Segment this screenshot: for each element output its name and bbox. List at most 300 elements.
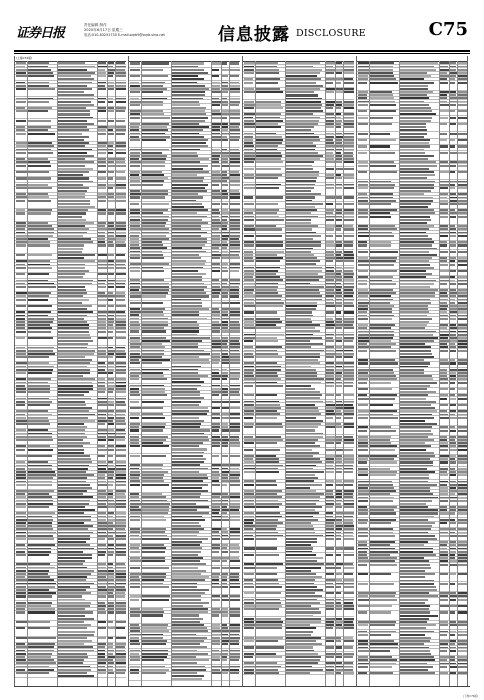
table-cell [256, 305, 283, 307]
table-cell [222, 407, 229, 409]
table-cell [358, 139, 367, 141]
table-cell [222, 614, 228, 616]
table-cell [256, 506, 279, 508]
table-column-2 [128, 56, 240, 686]
table-cell [116, 101, 126, 103]
table-cell [142, 407, 163, 409]
table-cell [130, 104, 140, 106]
table-cell [172, 567, 198, 569]
table-cell [108, 621, 113, 623]
table-cell [400, 155, 434, 157]
table-cell [142, 378, 167, 380]
table-cell [440, 152, 448, 154]
table-cell [458, 123, 467, 125]
table-cell [400, 244, 432, 246]
table-cell [212, 599, 220, 601]
table-cell [222, 567, 229, 569]
disclosure-table [14, 56, 470, 686]
table-cell [256, 442, 277, 444]
table-cell [336, 592, 341, 594]
table-cell [286, 260, 320, 262]
table-cell [358, 203, 369, 205]
table-cell [450, 117, 456, 119]
table-cell [172, 429, 210, 431]
table-cell [400, 133, 427, 135]
table-cell [358, 382, 367, 384]
table-row [357, 582, 467, 592]
table-cell [458, 461, 467, 463]
table-cell [142, 62, 169, 64]
table-cell [244, 305, 255, 307]
table-cell [400, 362, 430, 364]
table-row [15, 611, 126, 621]
table-cell [336, 627, 343, 629]
table-cell [222, 75, 228, 77]
table-cell [212, 614, 219, 616]
table-cell [440, 417, 449, 419]
table-cell [358, 512, 368, 514]
table-cell [400, 350, 431, 352]
table-cell [28, 75, 54, 77]
table-cell [370, 398, 395, 400]
table-cell [130, 302, 141, 304]
table-cell [98, 299, 107, 301]
table-cell [358, 264, 369, 266]
table-cell [116, 200, 126, 202]
table-cell [244, 340, 253, 342]
table-cell [400, 672, 435, 674]
table-cell [336, 327, 342, 329]
table-cell [142, 538, 169, 540]
table-cell [370, 235, 394, 237]
table-cell [336, 608, 342, 610]
table-cell [230, 519, 240, 521]
table-cell [142, 295, 166, 297]
table-cell [256, 394, 277, 396]
table-cell [344, 72, 354, 74]
table-cell [16, 621, 27, 623]
table-cell [130, 330, 139, 332]
table-row [129, 585, 240, 595]
table-cell [344, 538, 354, 540]
table-row [243, 186, 354, 196]
table-cell [400, 145, 430, 147]
table-cell [440, 583, 448, 585]
table-cell [336, 672, 341, 674]
table-cell [222, 330, 229, 332]
table-cell [230, 270, 239, 272]
table-cell [230, 257, 240, 259]
table-row [15, 244, 126, 254]
table-cell [212, 270, 220, 272]
table-cell [256, 426, 283, 428]
table-cell [370, 203, 391, 205]
table-cell [230, 643, 239, 645]
table-cell [16, 331, 26, 333]
table-cell [286, 506, 322, 508]
table-cell [458, 500, 467, 502]
table-cell [370, 82, 398, 84]
table-cell [336, 567, 341, 569]
table-cell [400, 264, 430, 266]
table-cell [58, 404, 86, 406]
table-cell [400, 576, 425, 578]
table-cell [16, 554, 26, 556]
table-cell [400, 615, 438, 617]
table-cell [16, 101, 26, 103]
table-cell [326, 126, 334, 128]
table-cell [142, 560, 165, 562]
table-cell [440, 139, 447, 141]
table-cell [336, 196, 342, 198]
table-cell [336, 656, 342, 658]
table-cell [370, 283, 396, 285]
table-cell [336, 305, 342, 307]
table-cell [450, 398, 456, 400]
table-cell [172, 445, 199, 447]
table-cell [130, 659, 140, 661]
table-cell [58, 299, 89, 301]
table-cell [172, 69, 204, 71]
table-cell [108, 672, 114, 674]
table-cell [336, 203, 342, 205]
table-cell [142, 257, 164, 259]
table-cell [440, 123, 447, 125]
table-cell [244, 646, 254, 648]
masthead [14, 19, 470, 51]
table-cell [458, 203, 467, 205]
table-cell [336, 260, 343, 262]
table-cell [458, 318, 467, 320]
table-cell [336, 547, 343, 549]
table-cell [244, 82, 253, 84]
table-cell [172, 330, 199, 332]
table-cell [370, 187, 394, 189]
table-cell [130, 586, 140, 588]
table-cell [108, 254, 114, 256]
table-cell [212, 91, 221, 93]
table-cell [344, 646, 353, 648]
table-cell [142, 586, 169, 588]
table-cell [326, 426, 335, 428]
table-cell [256, 327, 281, 329]
table-cell [458, 244, 467, 246]
table-cell [142, 203, 169, 205]
table-cell [286, 586, 317, 588]
table-cell [98, 449, 107, 451]
table-cell [450, 203, 457, 205]
table-row [243, 608, 354, 618]
table-cell [400, 611, 430, 613]
table-cell [286, 196, 315, 198]
table-cell [108, 273, 114, 275]
table-cell [222, 62, 227, 64]
table-cell [336, 244, 342, 246]
table-cell [98, 212, 106, 214]
table-cell [172, 75, 198, 77]
table-cell [116, 554, 126, 556]
table-cell [142, 394, 167, 396]
table-cell [286, 471, 324, 473]
table-cell [244, 417, 253, 419]
table-cell [358, 123, 368, 125]
table-cell [344, 506, 354, 508]
table-cell [116, 133, 125, 135]
table-cell [440, 500, 448, 502]
table-cell [98, 120, 106, 122]
table-cell [344, 484, 353, 486]
table-cell [98, 273, 107, 275]
table-cell [326, 203, 333, 205]
table-cell [326, 573, 334, 575]
table-cell [28, 611, 55, 613]
table-cell [58, 254, 95, 256]
table-cell [58, 557, 92, 559]
table-cell [230, 455, 240, 457]
table-cell [244, 394, 254, 396]
table-cell [400, 634, 425, 636]
table-cell [440, 522, 447, 524]
column-body [129, 62, 240, 681]
table-cell [58, 675, 94, 677]
table-row [15, 132, 126, 142]
table-cell [58, 75, 91, 77]
table-cell [286, 429, 315, 431]
table-cell [336, 646, 342, 648]
table-cell [16, 212, 25, 214]
table-cell [286, 126, 314, 128]
table-cell [370, 611, 391, 613]
table-cell [98, 75, 106, 77]
table-cell [440, 573, 448, 575]
table-cell [58, 439, 83, 441]
table-cell [16, 120, 26, 122]
table-cell [358, 145, 367, 147]
table-cell [16, 305, 26, 307]
table-cell [458, 104, 467, 106]
table-cell [142, 196, 165, 198]
table-cell [440, 398, 447, 400]
table-cell [256, 340, 278, 342]
table-cell [358, 634, 368, 636]
table-cell [108, 88, 114, 90]
table-cell [440, 104, 449, 106]
table-row [15, 110, 126, 120]
table-cell [222, 91, 228, 93]
table-cell [130, 445, 140, 447]
table-cell [358, 611, 367, 613]
table-cell [130, 91, 140, 93]
table-cell [130, 567, 140, 569]
table-cell [230, 184, 240, 186]
table-cell [108, 200, 115, 202]
table-cell [230, 429, 240, 431]
table-cell [286, 554, 316, 556]
table-cell [130, 407, 141, 409]
table-cell [286, 442, 315, 444]
table-cell [222, 551, 228, 553]
table-cell [130, 643, 140, 645]
table-cell [142, 75, 168, 77]
table-cell [286, 327, 315, 329]
table-cell [16, 455, 27, 457]
table-cell [98, 672, 106, 674]
table-cell [116, 244, 126, 246]
masthead-meta [84, 23, 165, 38]
table-cell [358, 133, 368, 135]
table-cell [286, 107, 321, 109]
table-cell [450, 522, 456, 524]
table-cell [370, 500, 393, 502]
table-cell [326, 244, 335, 246]
table-cell [222, 104, 228, 106]
table-cell [108, 101, 113, 103]
table-cell [222, 184, 228, 186]
table-cell [344, 244, 353, 246]
table-cell [344, 417, 353, 419]
table-cell [450, 139, 455, 141]
table-cell [116, 404, 126, 406]
table-cell [344, 449, 353, 451]
table-cell [244, 554, 254, 556]
table-cell [440, 283, 447, 285]
table-cell [222, 484, 227, 486]
newspaper-logo: 证券日报 [16, 26, 65, 41]
table-cell [172, 602, 209, 604]
table-cell [458, 110, 467, 112]
table-cell [116, 286, 125, 288]
table-cell [370, 388, 392, 390]
table-cell [58, 615, 85, 617]
table-cell [130, 484, 140, 486]
table-cell [326, 187, 334, 189]
table-cell [450, 270, 456, 272]
table-cell [230, 599, 240, 601]
table-cell [16, 637, 27, 639]
table-cell [98, 337, 107, 339]
table-cell [28, 439, 53, 441]
table-row [357, 123, 467, 133]
table-cell [98, 88, 106, 90]
table-cell [326, 484, 333, 486]
column-body [15, 62, 126, 678]
table-cell [400, 567, 431, 569]
table-cell [256, 260, 280, 262]
table-cell [358, 244, 367, 246]
table-cell [256, 640, 278, 642]
table-row [357, 215, 467, 225]
table-cell [326, 554, 333, 556]
table-row [357, 672, 467, 675]
table-cell [256, 72, 279, 74]
table-cell [58, 305, 92, 307]
table-cell [358, 104, 368, 106]
table-cell [440, 145, 448, 147]
table-cell [116, 391, 126, 393]
table-cell [344, 356, 353, 358]
table-cell [172, 394, 200, 396]
table-cell [212, 257, 220, 259]
table-cell [212, 484, 220, 486]
table-cell [244, 235, 254, 237]
table-cell [256, 126, 281, 128]
table-cell [458, 573, 467, 575]
table-cell [16, 299, 26, 301]
table-cell [326, 91, 334, 93]
table-cell [400, 251, 429, 253]
table-row [129, 518, 240, 528]
table-cell [16, 165, 26, 167]
table-cell [116, 273, 126, 275]
table-row [243, 470, 354, 480]
table-cell [28, 484, 52, 486]
table-cell [98, 554, 105, 556]
table-cell [326, 627, 333, 629]
table-cell [370, 104, 396, 106]
table-cell [450, 350, 456, 352]
table-cell [344, 235, 354, 237]
table-cell [344, 640, 354, 642]
table-cell [458, 235, 467, 237]
table-cell [458, 152, 467, 154]
table-cell [326, 506, 333, 508]
table-cell [116, 372, 126, 374]
table-cell [358, 500, 368, 502]
table-cell [116, 212, 126, 214]
table-cell [336, 426, 342, 428]
table-cell [16, 439, 27, 441]
table-cell [336, 586, 341, 588]
table-cell [142, 484, 169, 486]
table-cell [400, 216, 430, 218]
table-cell [172, 538, 208, 540]
table-cell [358, 624, 368, 626]
table-cell [344, 656, 353, 658]
table-cell [244, 573, 254, 575]
table-cell [222, 445, 228, 447]
table-cell [222, 257, 229, 259]
table-cell [172, 599, 201, 601]
table-cell [358, 404, 368, 406]
table-cell [358, 350, 367, 352]
table-cell [172, 139, 208, 141]
table-cell [358, 583, 368, 585]
table-cell [28, 554, 49, 556]
table-row [15, 672, 126, 678]
table-cell [244, 672, 254, 674]
table-row [129, 614, 240, 624]
table-cell [98, 637, 106, 639]
table-cell [28, 133, 55, 135]
masthead-editor: 责任编辑 制作 [84, 23, 107, 27]
table-cell [450, 512, 455, 514]
table-cell [28, 120, 51, 122]
table-cell [336, 187, 342, 189]
table-cell [172, 678, 202, 680]
table-cell [358, 388, 368, 390]
table-cell [16, 110, 27, 112]
table-cell [212, 407, 220, 409]
table-cell [326, 168, 334, 170]
table-cell [16, 267, 26, 269]
table-cell [212, 203, 220, 205]
table-cell [172, 672, 197, 674]
table-cell [286, 394, 322, 396]
table-cell [212, 417, 220, 419]
table-cell [212, 519, 221, 521]
table-cell [108, 267, 114, 269]
table-cell [358, 461, 367, 463]
